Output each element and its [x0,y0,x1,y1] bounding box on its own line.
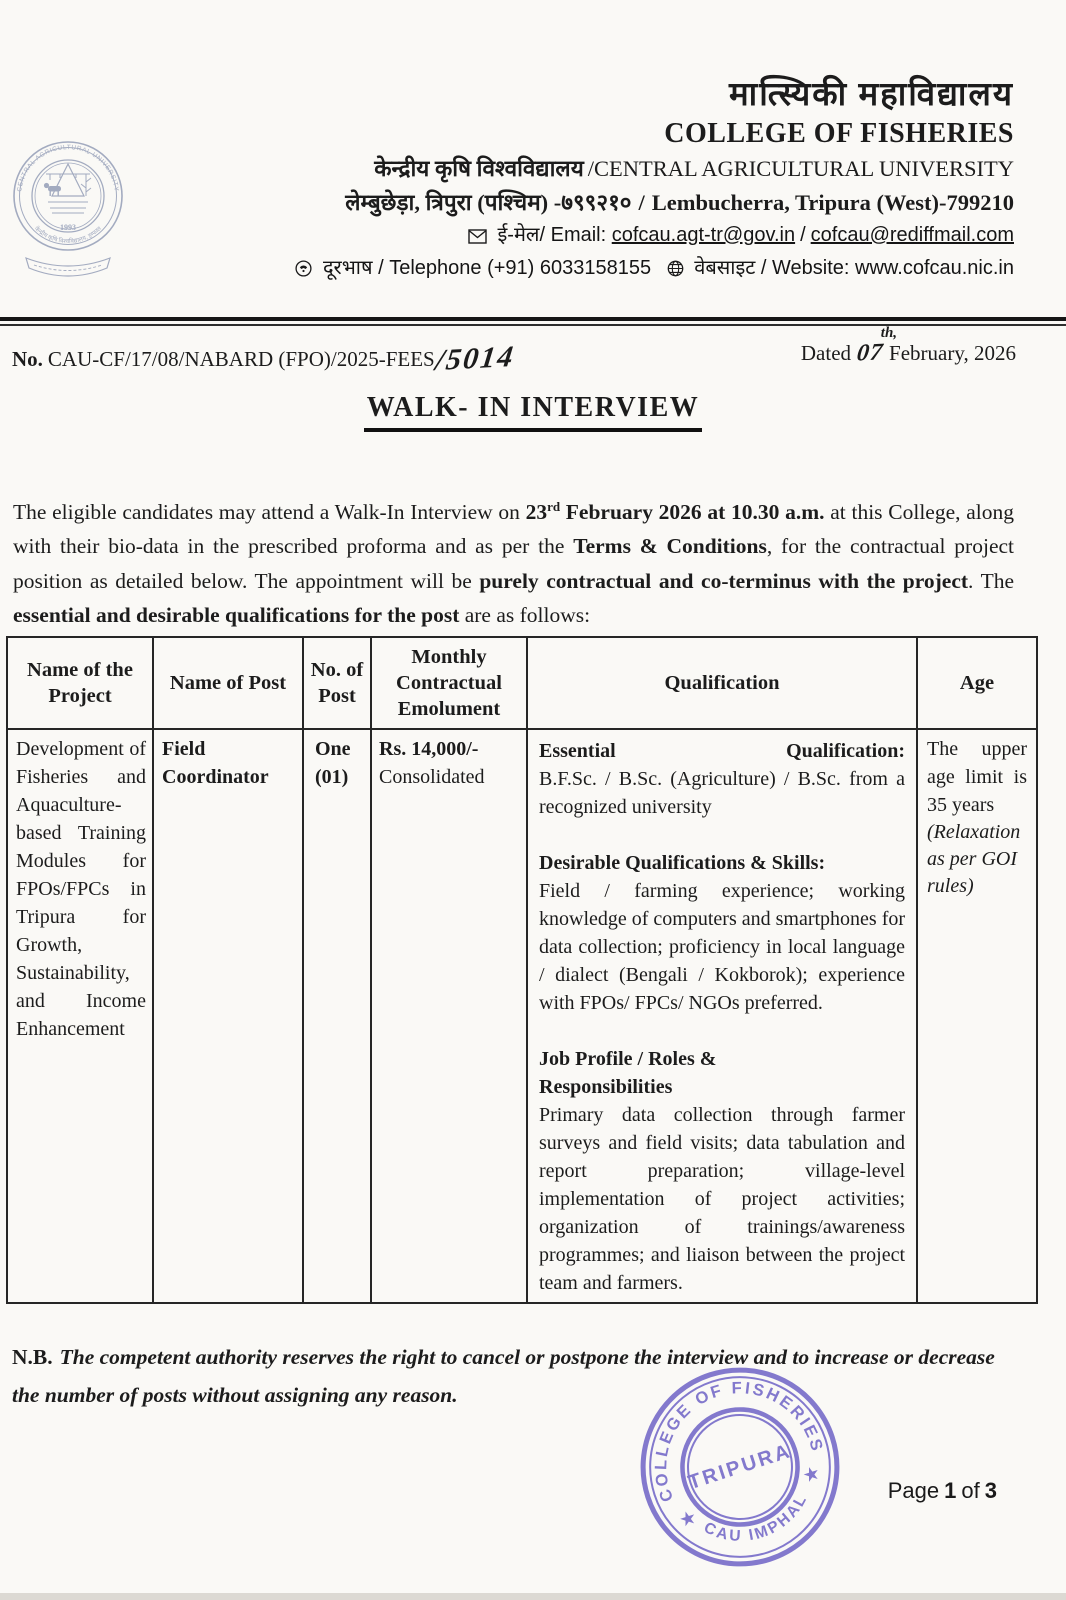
cell-age [917,729,1037,1303]
intro-seg: at this College, along with their bio-data in the prescribed proforma and as per the [13,499,1014,559]
vacancy-table [6,636,1038,1304]
page-current: 1 [944,1478,957,1503]
spacer [539,821,905,849]
address-line [150,186,1014,219]
university-seal-logo [6,124,138,288]
cell-project-name: Development of Fisheries and Aquaculture-based Training Modules for FPOs/FPCs in Tripura for Growth, Sustainability, and Income Enhancement [7,729,153,1303]
intro-seg: The eligible candidates may attend a Walk-In Interview on [13,499,526,524]
emolument-type: Consolidated [379,766,485,788]
desirable-qualifications-text: Field / farming experience; working knowledge of computers and smartphones for data collection; proficiency in local language / dialect (Bengali / Kokborok); experience with FPOs/ FPCs/ NGOs preferred. [539,880,906,1014]
address-separator: / [638,190,645,215]
emolument-amount: Rs. 14,000/- [379,738,479,760]
desirable-qualifications-heading: Desirable Qualifications & Skills: [539,852,826,874]
reference-no-handwritten: /5014 [433,339,517,378]
dated-day-wrap [855,325,898,367]
notice-title: WALK- IN INTERVIEW [364,392,703,432]
intro-date-time-bold: February 2026 at 10.30 a.m. [560,499,825,524]
cell-qualification [527,729,917,1303]
intro-seg: are as follows: [459,603,591,628]
email-primary: cofcau.agt-tr@gov.in [611,224,796,246]
email-secondary: cofcau@rediffmail.com [810,224,1014,246]
cell-post-name: Field Coordinator [153,729,303,1303]
email-label: ई-मेल/ Email: [497,224,607,246]
divider-thin-line [0,324,1066,326]
address-english: Lembucherra, Tripura (West)-799210 [651,190,1014,215]
spacer [539,1017,905,1045]
reference-row [12,325,1016,378]
job-profile-text: Primary data collection through farmer surveys and field visits; data tabulation and report preparation; village-level implementation of project activities; organization of trainings/awareness programmes; and liaison between the project team and farmers. [539,1104,905,1294]
envelope-icon [468,229,487,244]
dated-day-handwritten: 07 [855,339,885,367]
letterhead [150,74,1014,285]
letterhead-divider [0,317,1066,326]
intro-date-ordinal: rd [547,498,561,514]
college-round-stamp [633,1360,847,1574]
scan-edge-shadow [0,1593,1066,1600]
age-limit-text: The upper age limit is 35 years [927,738,1027,816]
intro-qualifications-bold: essential and desirable qualifications for the post [13,603,460,628]
email-separator: / [800,224,806,246]
org-name-english: COLLEGE OF FISHERIES [664,118,1014,149]
phone-website-line [150,252,1014,285]
logo-year: 1993 [60,223,76,232]
intro-paragraph [13,490,1014,633]
table-row [7,729,1037,1303]
stamp-arc-bottom-text: CAU IMPHAL [701,1490,812,1545]
email-line [150,219,1014,252]
dated-rest: February, 2026 [889,341,1016,365]
reference-no-value: CAU-CF/17/08/NABARD (FPO)/2025-FEES [47,347,435,371]
stamp-star-left: ★ [676,1506,700,1533]
intro-date-bold: 23 [525,499,548,524]
job-profile-heading-line1: Job Profile / Roles & [539,1048,717,1070]
job-profile-heading-line2: Responsibilities [539,1076,673,1098]
dated-label: Dated [800,341,852,365]
website-text: वेबसाइट / Website: www.cofcau.nic.in [694,257,1014,279]
globe-icon [667,260,684,277]
cell-post-count: One (01) [303,729,371,1303]
logo-ring-bottom-text: केन्द्रीय कृषि विश्वविद्यालय, इम्फाल [32,225,104,246]
essential-label-left: Essential [539,740,616,762]
essential-qualification-heading [539,737,905,765]
intro-seg: . The [968,568,1014,593]
page-total: 3 [984,1478,997,1503]
university-name-line [150,152,1014,186]
intro-contractual-bold: purely contractual and co-terminus with the project [479,568,969,593]
header-emolument: Monthly Contractual Emolument [371,637,527,729]
nb-text: The competent authority reserves the right to cancel or postpone the interview and to increase or decrease the number of posts without assigning any reason. [12,1345,995,1407]
phone-text: दूरभाष / Telephone (+91) 6033158155 [322,257,652,279]
university-name-hindi: केन्द्रीय कृषि विश्वविद्यालय [374,156,584,181]
intro-terms-bold: Terms & Conditions [573,534,767,559]
table-header-row [7,637,1037,729]
reference-no-label: No. [12,347,43,371]
stamp-arc-top-text: COLLEGE OF FISHERIES [651,1378,828,1505]
divider-thick-line [0,317,1066,321]
logo-ring-top-text: CENTRAL AGRICULTURAL UNIVERSITY [16,144,120,193]
stamp-star-right: ★ [800,1462,824,1488]
svg-text:CENTRAL AGRICULTURAL UNIVERSIT [16,144,120,192]
page-number [888,1478,1002,1504]
intro-seg: , for the contractual project position as detailed below. The appointment will be [13,534,1014,593]
stamp-center-text: TRIPURA [685,1440,795,1495]
svg-text:COLLEGE OF FISHERIES [633,1360,828,1505]
cell-emolument [371,729,527,1303]
dated-line [800,325,1016,367]
essential-qualification-text: B.F.Sc. / B.Sc. (Agriculture) / B.Sc. from a recognized university [539,768,905,818]
reference-number [12,339,517,378]
university-name-english: /CENTRAL AGRICULTURAL UNIVERSITY [587,156,1014,181]
dated-ordinal-handwritten: th, [880,325,898,341]
page-of-label: of [961,1478,980,1503]
header-post: Name of Post [153,637,303,729]
page-label: Page [887,1478,940,1503]
notice-title-row [0,392,1066,432]
header-age: Age [917,637,1037,729]
org-name-hindi: मात्स्यिकी महाविद्यालय [728,77,1014,113]
telephone-icon [295,260,312,277]
nb-note [12,1338,1026,1414]
age-relaxation-note: (Relaxation as per GOI rules) [927,821,1021,897]
essential-label-right: Qualification: [786,740,905,762]
header-qualification: Qualification [527,637,917,729]
header-no-of-post: No. of Post [303,637,371,729]
address-hindi: लेम्बुछेड़ा, त्रिपुरा (पश्चिम) -७९९२१० [345,190,632,215]
header-project: Name of the Project [7,637,153,729]
nb-label: N.B. [12,1345,53,1369]
